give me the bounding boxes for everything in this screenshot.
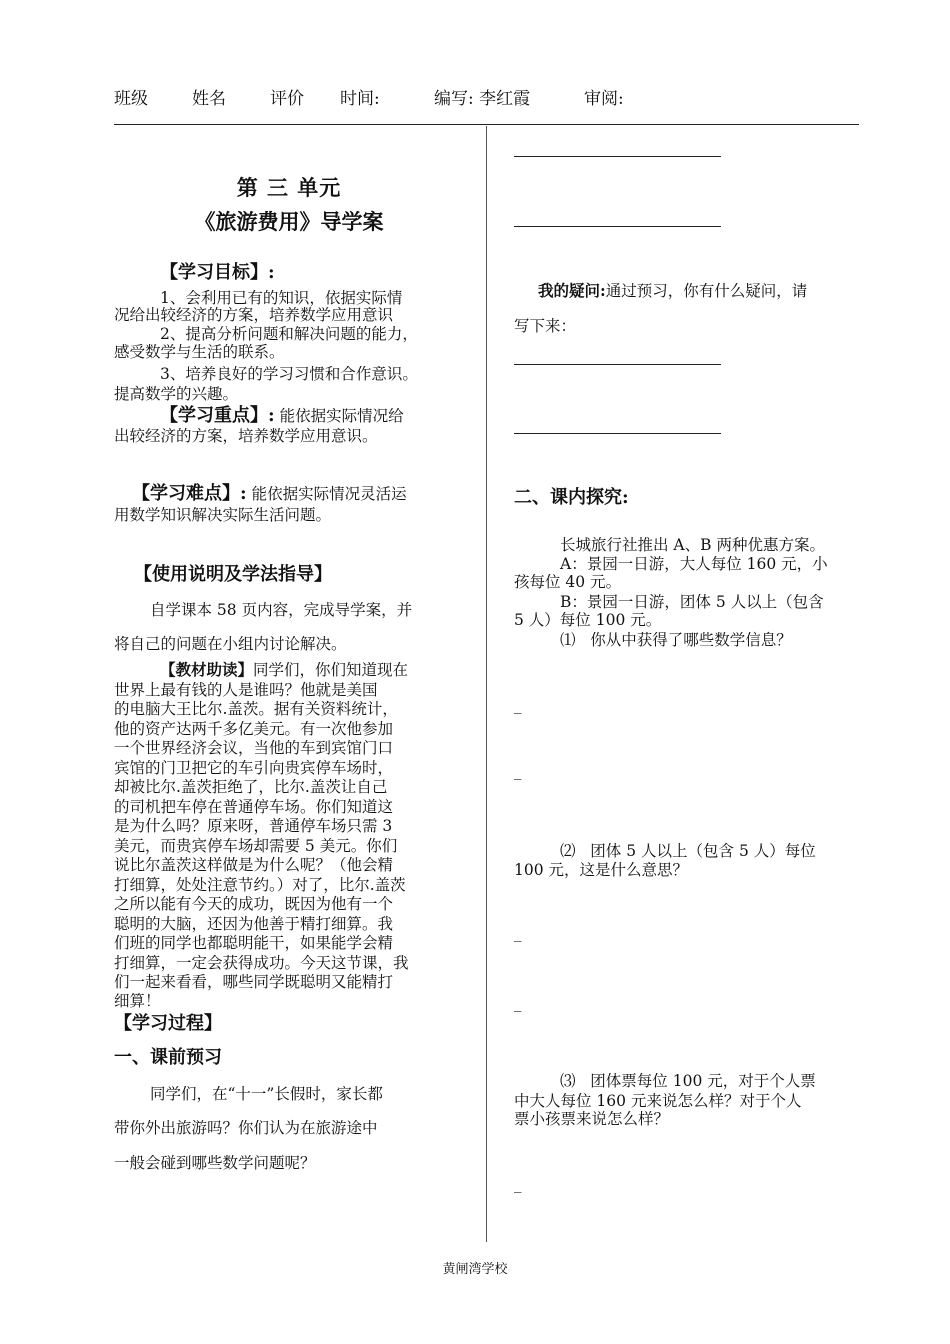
answer-line[interactable] bbox=[514, 156, 721, 157]
question-2-text: 团体 5 人以上（包含 5 人）每位 bbox=[590, 842, 816, 860]
question-3-line-a bbox=[560, 1073, 860, 1089]
key-point-line-b: 出较经济的方案，培养数学应用意识。 bbox=[114, 427, 378, 445]
reading-line: 一个世界经济会议，当他的车到宾馆门口 bbox=[114, 739, 394, 757]
reading-line: 细算！ bbox=[114, 992, 161, 1010]
reading-text-0: 同学们，你们知道现在 bbox=[253, 661, 409, 679]
plan-a-line-1: A：景园一日游，大人每位 160 元，小 bbox=[560, 555, 828, 573]
reading-line: 宾馆的门卫把它的车引向贵宾停车场时， bbox=[114, 759, 394, 777]
goal-2-line-b: 感受数学与生活的联系。 bbox=[114, 343, 285, 361]
answer-line[interactable] bbox=[514, 226, 721, 227]
reading-line: 世界上最有钱的人是谁吗？他就是美国 bbox=[114, 681, 378, 699]
goal-3-line-a: 3、培养良好的学习习惯和合作意识。 bbox=[160, 365, 418, 383]
answer-dash[interactable]: _ bbox=[514, 1175, 522, 1193]
name-label: 姓名 bbox=[192, 89, 226, 109]
difficulty-text: 能依据实际情况灵活运 bbox=[251, 485, 407, 503]
question-heading: 我的疑问: bbox=[538, 281, 606, 300]
reading-line-0 bbox=[160, 662, 470, 678]
usage-line-b: 将自己的问题在小组内讨论解决。 bbox=[114, 635, 347, 653]
reviewer-label: 审阅: bbox=[584, 89, 624, 109]
key-point-line-a bbox=[160, 405, 465, 426]
answer-line[interactable] bbox=[514, 433, 721, 434]
goal-2-line-a: 2、提高分析问题和解决问题的能力， bbox=[160, 325, 418, 343]
question-line-a bbox=[538, 283, 863, 299]
key-point-text: 能依据实际情况给 bbox=[279, 407, 404, 425]
difficulty-line-a bbox=[132, 483, 467, 504]
question-1-text: 你从中获得了哪些数学信息？ bbox=[590, 631, 792, 649]
header-rule bbox=[114, 124, 859, 125]
difficulty-line-b: 用数学知识解决实际生活问题。 bbox=[114, 506, 332, 524]
reading-line: 之所以能有今天的成功，既因为他有一个 bbox=[114, 895, 394, 913]
reading-line: 打细算，一定会获得成功。今天这节课，我 bbox=[114, 954, 409, 972]
reading-line: 们班的同学也都聪明能干，如果能学会精 bbox=[114, 934, 394, 952]
question-2-line-b: 100 元，这是什么意思？ bbox=[514, 861, 689, 879]
goal-3-line-b: 提高数学的兴趣。 bbox=[114, 385, 239, 403]
question-line-b: 写下来： bbox=[514, 317, 577, 335]
reading-line: 却被比尔.盖茨拒绝了，比尔.盖茨让自己 bbox=[114, 778, 388, 796]
question-3-line-c: 票小孩票来说怎么样？ bbox=[514, 1110, 670, 1128]
reading-line: 打细算，处处注意节约。）对了，比尔.盖茨 bbox=[114, 876, 406, 894]
school-footer: 黄闸湾学校 bbox=[442, 1262, 508, 1277]
usage-heading: 【使用说明及学法指导】 bbox=[134, 564, 332, 585]
question-1-number: ⑴ bbox=[560, 631, 576, 649]
reading-line: 的电脑大王比尔.盖茨。据有关资料统计， bbox=[114, 700, 398, 718]
preview-line-c: 一般会碰到哪些数学问题呢？ bbox=[114, 1154, 316, 1172]
preview-line-b: 带你外出旅游吗？你们认为在旅游途中 bbox=[114, 1119, 378, 1137]
plan-b-line-1: B：景园一日游，团体 5 人以上（包含 bbox=[560, 593, 824, 611]
question-3-text: 团体票每位 100 元，对于个人票 bbox=[590, 1072, 816, 1090]
class-label: 班级 bbox=[114, 89, 148, 109]
plan-b-line-2: 5 人）每位 100 元。 bbox=[514, 611, 662, 629]
time-label: 时间: bbox=[340, 89, 380, 109]
preview-line-a: 同学们，在“十一”长假时，家长都 bbox=[150, 1085, 383, 1103]
column-divider bbox=[486, 126, 487, 1242]
reading-line: 是为什么吗？原来呀，普通停车场只需 3 bbox=[114, 817, 393, 835]
explore-heading: 二、课内探究: bbox=[514, 487, 629, 508]
question-2-line-a bbox=[560, 843, 860, 859]
process-heading: 【学习过程】 bbox=[114, 1013, 222, 1034]
answer-dash[interactable]: _ bbox=[514, 696, 522, 714]
key-point-heading: 【学习重点】: bbox=[160, 405, 275, 426]
difficulty-heading: 【学习难点】: bbox=[132, 483, 247, 504]
goal-1-line-b: 况给出较经济的方案，培养数学应用意识 bbox=[114, 306, 394, 324]
plan-a-line-2: 孩每位 40 元。 bbox=[514, 573, 622, 591]
goals-heading: 【学习目标】: bbox=[160, 262, 275, 283]
reading-heading: 【教材助读】 bbox=[160, 660, 254, 679]
usage-line-a: 自学课本 58 页内容，完成导学案，并 bbox=[150, 601, 413, 619]
goal-1-line-a: 1、会利用已有的知识，依据实际情 bbox=[160, 289, 403, 307]
reading-line: 说比尔盖茨这样做是为什么呢？（他会精 bbox=[114, 856, 394, 874]
eval-label: 评价 bbox=[270, 89, 304, 109]
question-text: 通过预习，你有什么疑问，请 bbox=[605, 282, 808, 300]
explore-intro: 长城旅行社推出 A、B 两种优惠方案。 bbox=[560, 536, 825, 554]
lesson-title: 《旅游费用》导学案 bbox=[194, 209, 384, 234]
question-3-number: ⑶ bbox=[560, 1072, 576, 1090]
question-3-line-b: 中大人每位 160 元来说怎么样？对于个人 bbox=[514, 1092, 802, 1110]
reading-line: 他的资产达两千多亿美元。有一次他参加 bbox=[114, 720, 394, 738]
answer-dash[interactable]: _ bbox=[514, 762, 522, 780]
reading-line: 的司机把车停在普通停车场。你们知道这 bbox=[114, 798, 394, 816]
unit-title: 第 三 单元 bbox=[236, 175, 342, 200]
reading-line: 美元，而贵宾停车场却需要 5 美元。你们 bbox=[114, 837, 398, 855]
answer-line[interactable] bbox=[514, 364, 721, 365]
answer-dash[interactable]: _ bbox=[514, 924, 522, 942]
answer-dash[interactable]: _ bbox=[514, 994, 522, 1012]
reading-line: 聪明的大脑，还因为他善于精打细算。我 bbox=[114, 915, 394, 933]
preview-heading: 一、课前预习 bbox=[114, 1047, 222, 1068]
question-1 bbox=[560, 632, 860, 648]
author-label: 编写: 李红霞 bbox=[434, 89, 531, 109]
reading-line: 们一起来看看，哪些同学既聪明又能精打 bbox=[114, 973, 394, 991]
question-2-number: ⑵ bbox=[560, 842, 576, 860]
